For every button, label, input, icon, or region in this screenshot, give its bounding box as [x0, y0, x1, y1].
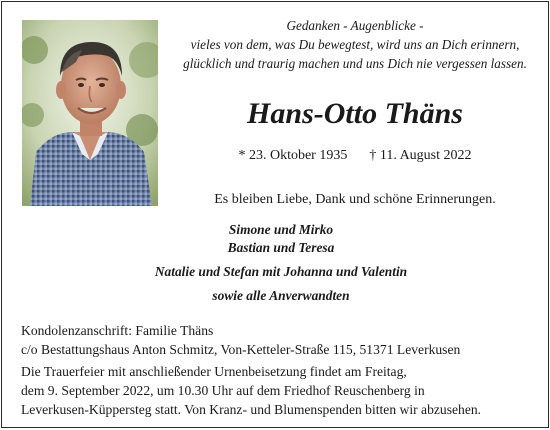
obituary-notice — [1, 1, 549, 428]
life-dates — [170, 147, 540, 165]
family-member: sowie alle Anverwandten — [212, 288, 350, 303]
birth-date: * 23. Oktober 1935 — [238, 148, 348, 163]
memorial-poem — [170, 16, 540, 73]
portrait-photo — [22, 20, 158, 206]
poem-line: Gedanken - Augenblicke - — [286, 18, 424, 33]
address-line: c/o Bestattungshaus Anton Schmitz, Von-Ketteler-Straße 115, 51371 Leverkusen — [21, 342, 461, 357]
notice-line: Leverkusen-Küppersteg statt. Von Kranz- und Blumenspenden bitten wir abzusehen. — [21, 402, 482, 417]
address-line: Kondolenzanschrift: Familie Thäns — [21, 323, 214, 338]
death-date: † 11. August 2022 — [369, 148, 472, 163]
poem-line: vieles von dem, was Du bewegtest, wird uns an Dich erinnern, — [190, 37, 520, 52]
condolence-address — [21, 321, 541, 359]
bereaved-family — [22, 221, 540, 305]
family-member: Bastian und Teresa — [227, 240, 335, 255]
notice-line: Die Trauerfeier mit anschließender Urnenbeisetzung findet am Freitag, — [21, 364, 407, 379]
notice-line: dem 9. September 2022, um 10.30 Uhr auf dem Friedhof Reuschenberg in — [21, 383, 425, 398]
family-member: Simone und Mirko — [228, 222, 334, 237]
portrait-image — [22, 20, 158, 206]
deceased-name: Hans-Otto Thäns — [247, 97, 463, 130]
remembrance-line: Es bleiben Liebe, Dank und schöne Erinnerungen. — [214, 192, 496, 207]
family-member: Natalie und Stefan mit Johanna und Valentin — [154, 264, 408, 279]
poem-line: glücklich und traurig machen und uns Dich nie vergessen lassen. — [183, 56, 527, 71]
funeral-notice — [21, 362, 541, 419]
